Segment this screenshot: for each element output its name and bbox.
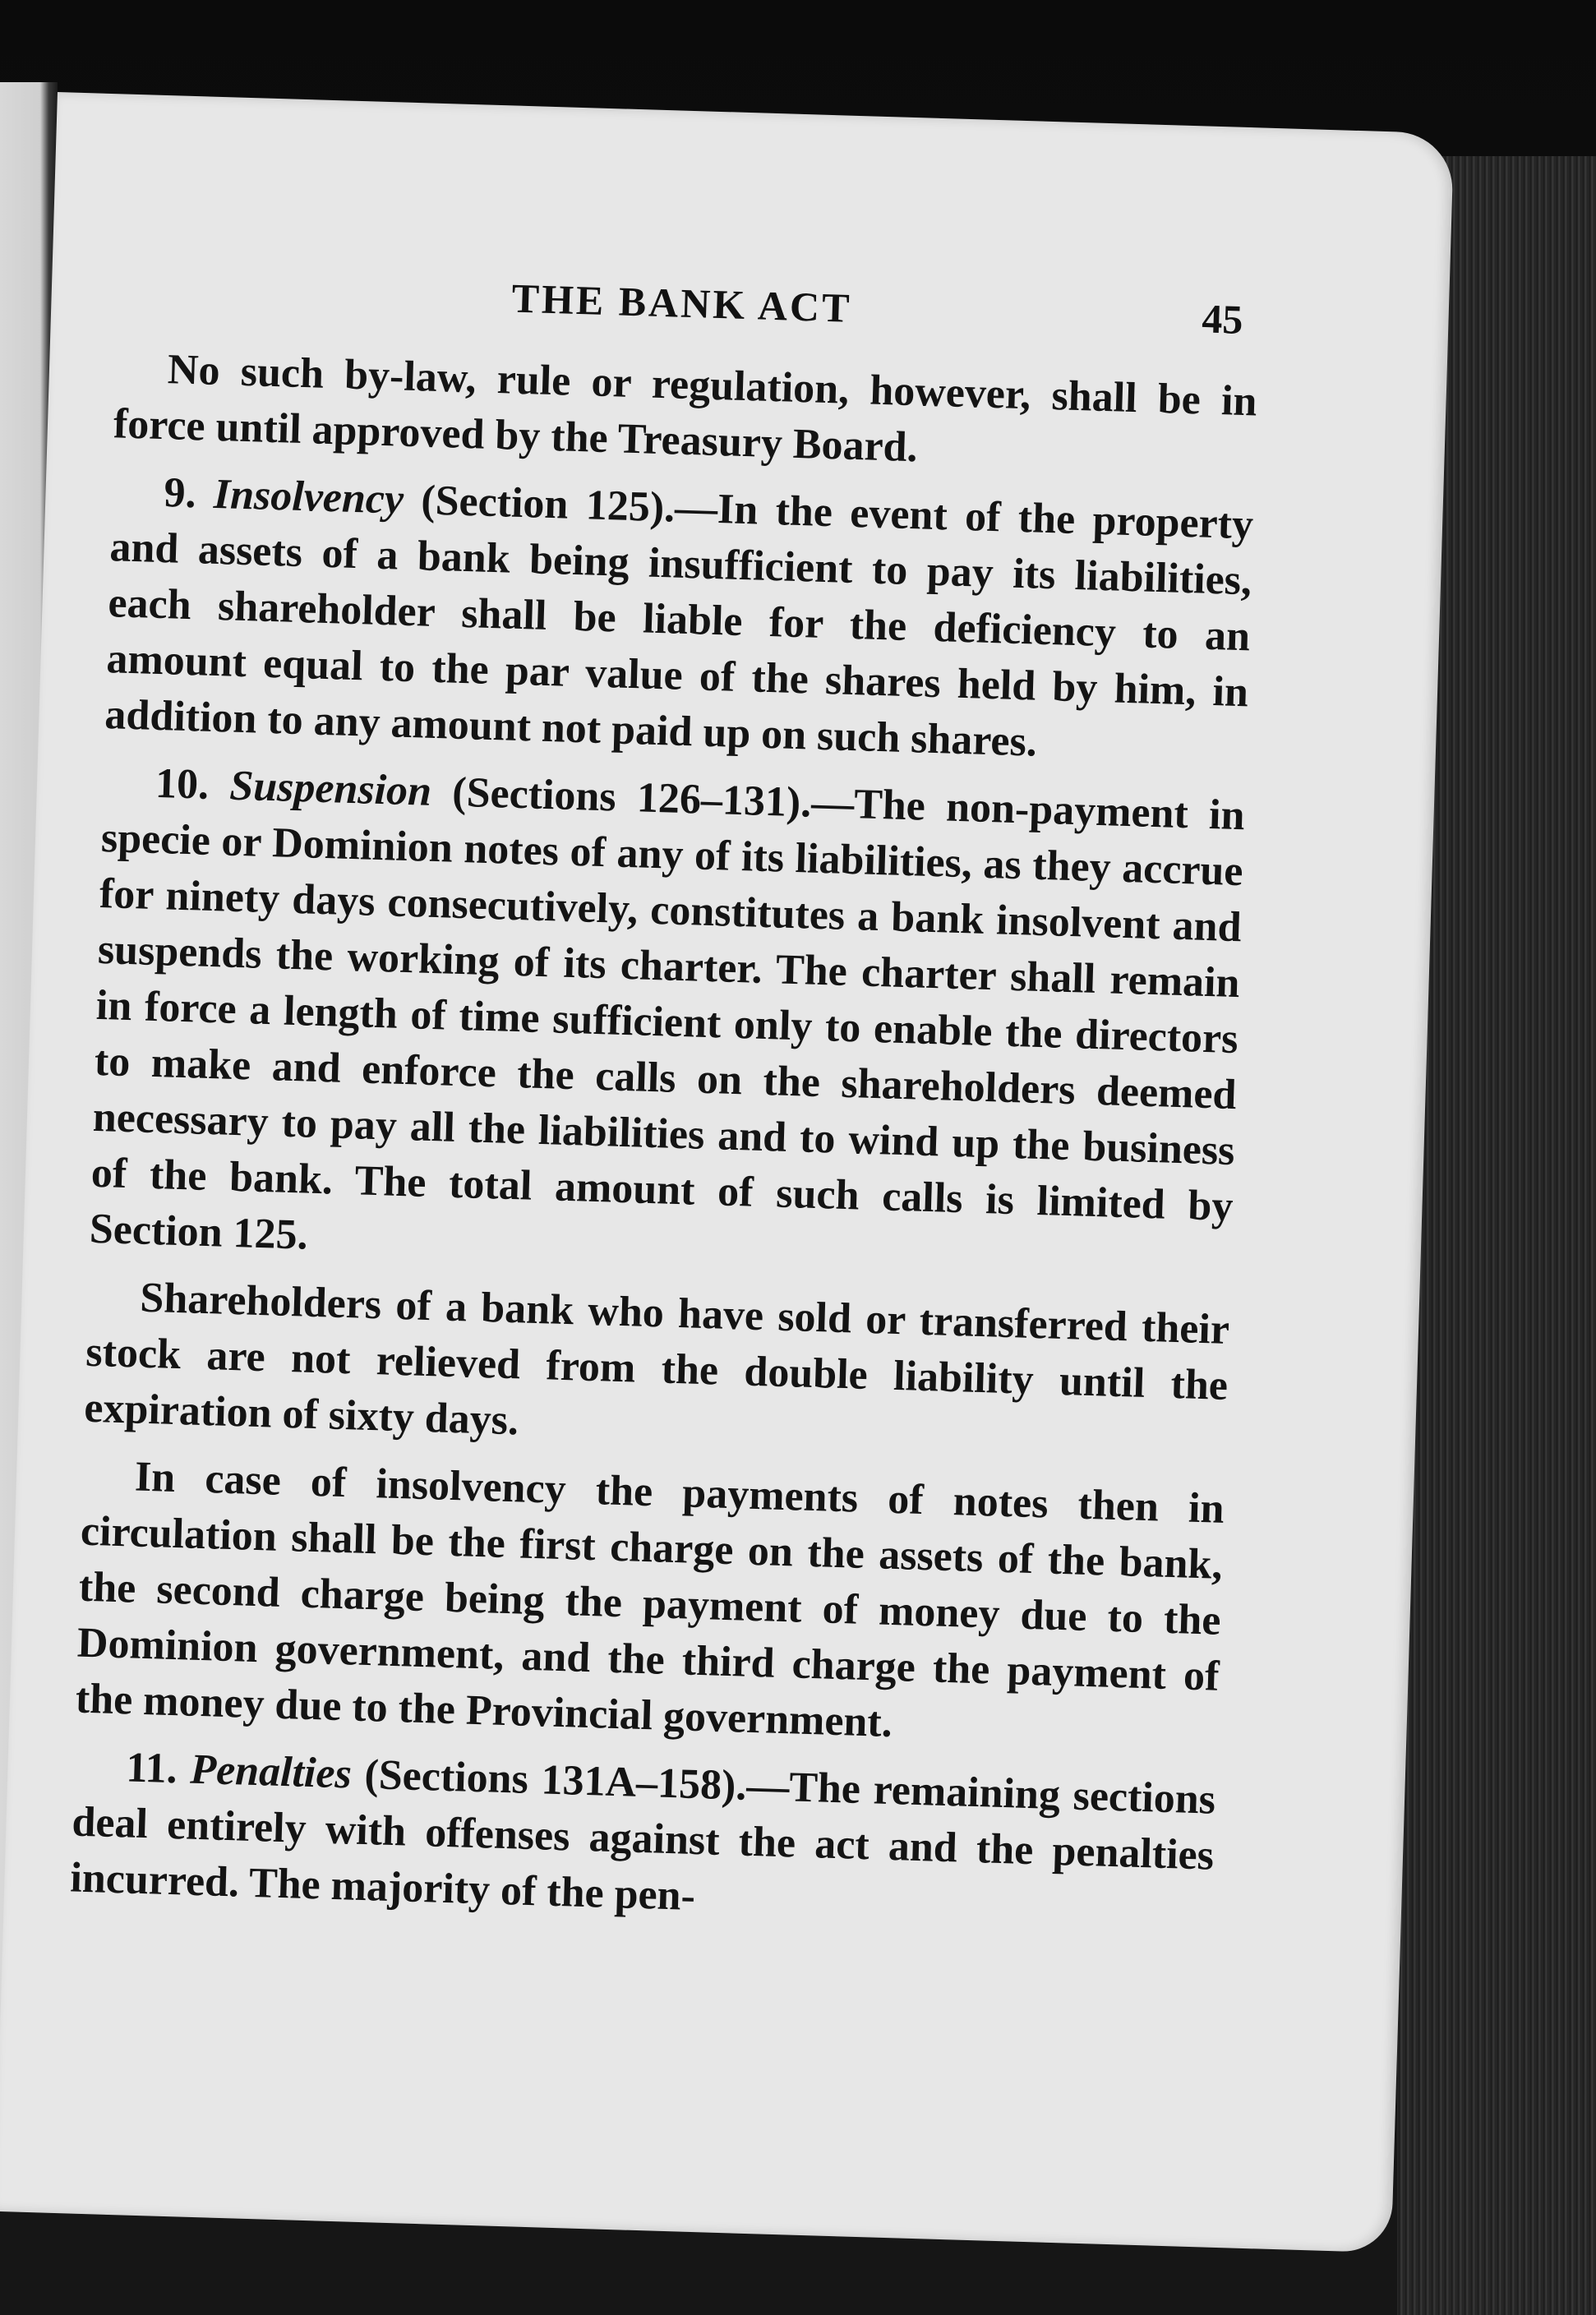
section-9-insolvency	[104, 463, 1254, 777]
paragraph-bylaw: No such by-law, rule or regulation, however, shall be in force until approved by the Treasury Board.	[113, 346, 1258, 472]
section-number: 9.	[163, 469, 197, 518]
page-body	[70, 340, 1258, 1939]
section-number: 10.	[155, 759, 210, 809]
section-text: (Section 125).—In the event of the property and assets of a bank being insufficient to pay its liabilities, each shareholder shall be liable for the deficiency to an amount equal to the par value of the shares held by him, in addition to any amount not paid up on such shares.	[104, 476, 1254, 766]
paragraph-insolvency-payments: In case of insolvency the payments of notes then in circulation shall be the first charge on the assets of the bank, the second charge being the payment of money due to the Dominion government, and the third charge the payment of the money due to the Provincial government.	[75, 1453, 1225, 1746]
section-text: (Sections 126–131).—The non-payment in specie or Dominion notes of any of its liabilities, as they accrue for ninety days consecutively, constitutes a bank insolvent and suspends the working of its charter. The charter shall remain in force a length of time sufficient only to enable the directors to make and enforce the calls on the shareholders deemed necessary to pay all the liabilities and to wind up the business of the bank. The total amount of such calls is limited by Section 125.	[89, 768, 1246, 1259]
section-text: (Sections 131A–158).—The remaining sections deal entirely with offenses against the act and the penalties incurred. The majority of the pen-	[69, 1750, 1216, 1920]
page-number: 45	[1201, 295, 1244, 343]
paragraph-shareholders: Shareholders of a bank who have sold or transferred their stock are not relieved from the double liability until the expiration of sixty days.	[83, 1274, 1230, 1445]
section-11-penalties	[70, 1738, 1216, 1939]
section-10-suspension	[89, 754, 1246, 1291]
running-head: THE BANK ACT	[510, 274, 853, 331]
book-page	[0, 92, 1454, 2253]
section-title: Suspension	[228, 762, 432, 815]
section-title: Insolvency	[213, 470, 404, 523]
section-title: Penalties	[189, 1745, 353, 1798]
section-number: 11.	[125, 1744, 178, 1793]
